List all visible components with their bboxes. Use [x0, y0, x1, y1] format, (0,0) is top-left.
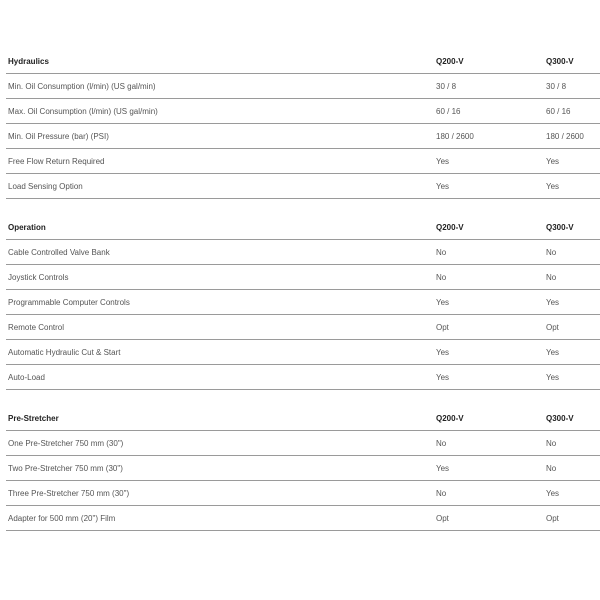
- q300-value: No: [544, 265, 600, 290]
- row-label: Three Pre-Stretcher 750 mm (30"): [6, 481, 434, 506]
- table-row: [6, 340, 600, 365]
- q200-value: Opt: [434, 506, 544, 531]
- q300-value: Opt: [544, 506, 600, 531]
- column-header-q200: Q200-V: [434, 406, 544, 431]
- operation-table: [6, 215, 600, 390]
- row-label: Two Pre-Stretcher 750 mm (30"): [6, 456, 434, 481]
- q300-value: Yes: [544, 365, 600, 390]
- table-row: [6, 74, 600, 99]
- q300-value: 30 / 8: [544, 74, 600, 99]
- q300-value: No: [544, 240, 600, 265]
- q300-value: Opt: [544, 315, 600, 340]
- table-header-row: [6, 49, 600, 74]
- q200-value: Yes: [434, 290, 544, 315]
- q300-value: Yes: [544, 174, 600, 199]
- row-label: Programmable Computer Controls: [6, 290, 434, 315]
- q200-value: Yes: [434, 340, 544, 365]
- row-label: Min. Oil Pressure (bar) (PSI): [6, 124, 434, 149]
- table-row: [6, 265, 600, 290]
- hydraulics-table: [6, 49, 600, 199]
- row-label: Automatic Hydraulic Cut & Start: [6, 340, 434, 365]
- row-label: Free Flow Return Required: [6, 149, 434, 174]
- section-title: Operation: [6, 215, 434, 240]
- row-label: One Pre-Stretcher 750 mm (30"): [6, 431, 434, 456]
- column-header-q300: Q300-V: [544, 215, 600, 240]
- row-label: Min. Oil Consumption (l/min) (US gal/min): [6, 74, 434, 99]
- row-label: Joystick Controls: [6, 265, 434, 290]
- table-row: [6, 149, 600, 174]
- table-row: [6, 240, 600, 265]
- q300-value: Yes: [544, 149, 600, 174]
- row-label: Max. Oil Consumption (l/min) (US gal/min): [6, 99, 434, 124]
- table-row: [6, 174, 600, 199]
- q200-value: Yes: [434, 456, 544, 481]
- table-row: [6, 506, 600, 531]
- section-title: Hydraulics: [6, 49, 434, 74]
- row-label: Adapter for 500 mm (20") Film: [6, 506, 434, 531]
- column-header-q200: Q200-V: [434, 49, 544, 74]
- column-header-q300: Q300-V: [544, 406, 600, 431]
- table-row: [6, 365, 600, 390]
- table-row: [6, 99, 600, 124]
- table-row: [6, 456, 600, 481]
- row-label: Load Sensing Option: [6, 174, 434, 199]
- row-label: Auto-Load: [6, 365, 434, 390]
- q300-value: Yes: [544, 340, 600, 365]
- column-header-q200: Q200-V: [434, 215, 544, 240]
- section-title: Pre-Stretcher: [6, 406, 434, 431]
- table-header-row: [6, 406, 600, 431]
- table-row: [6, 481, 600, 506]
- q200-value: 180 / 2600: [434, 124, 544, 149]
- q200-value: No: [434, 240, 544, 265]
- q300-value: Yes: [544, 481, 600, 506]
- table-row: [6, 290, 600, 315]
- column-header-q300: Q300-V: [544, 49, 600, 74]
- q300-value: 60 / 16: [544, 99, 600, 124]
- q200-value: 60 / 16: [434, 99, 544, 124]
- q300-value: No: [544, 456, 600, 481]
- q200-value: No: [434, 265, 544, 290]
- row-label: Remote Control: [6, 315, 434, 340]
- q200-value: No: [434, 481, 544, 506]
- pre-stretcher-table: [6, 406, 600, 531]
- q200-value: Yes: [434, 149, 544, 174]
- table-row: [6, 431, 600, 456]
- table-row: [6, 315, 600, 340]
- q300-value: 180 / 2600: [544, 124, 600, 149]
- q200-value: 30 / 8: [434, 74, 544, 99]
- table-header-row: [6, 215, 600, 240]
- q300-value: No: [544, 431, 600, 456]
- table-row: [6, 124, 600, 149]
- q200-value: Yes: [434, 365, 544, 390]
- q300-value: Yes: [544, 290, 600, 315]
- row-label: Cable Controlled Valve Bank: [6, 240, 434, 265]
- q200-value: No: [434, 431, 544, 456]
- q200-value: Yes: [434, 174, 544, 199]
- q200-value: Opt: [434, 315, 544, 340]
